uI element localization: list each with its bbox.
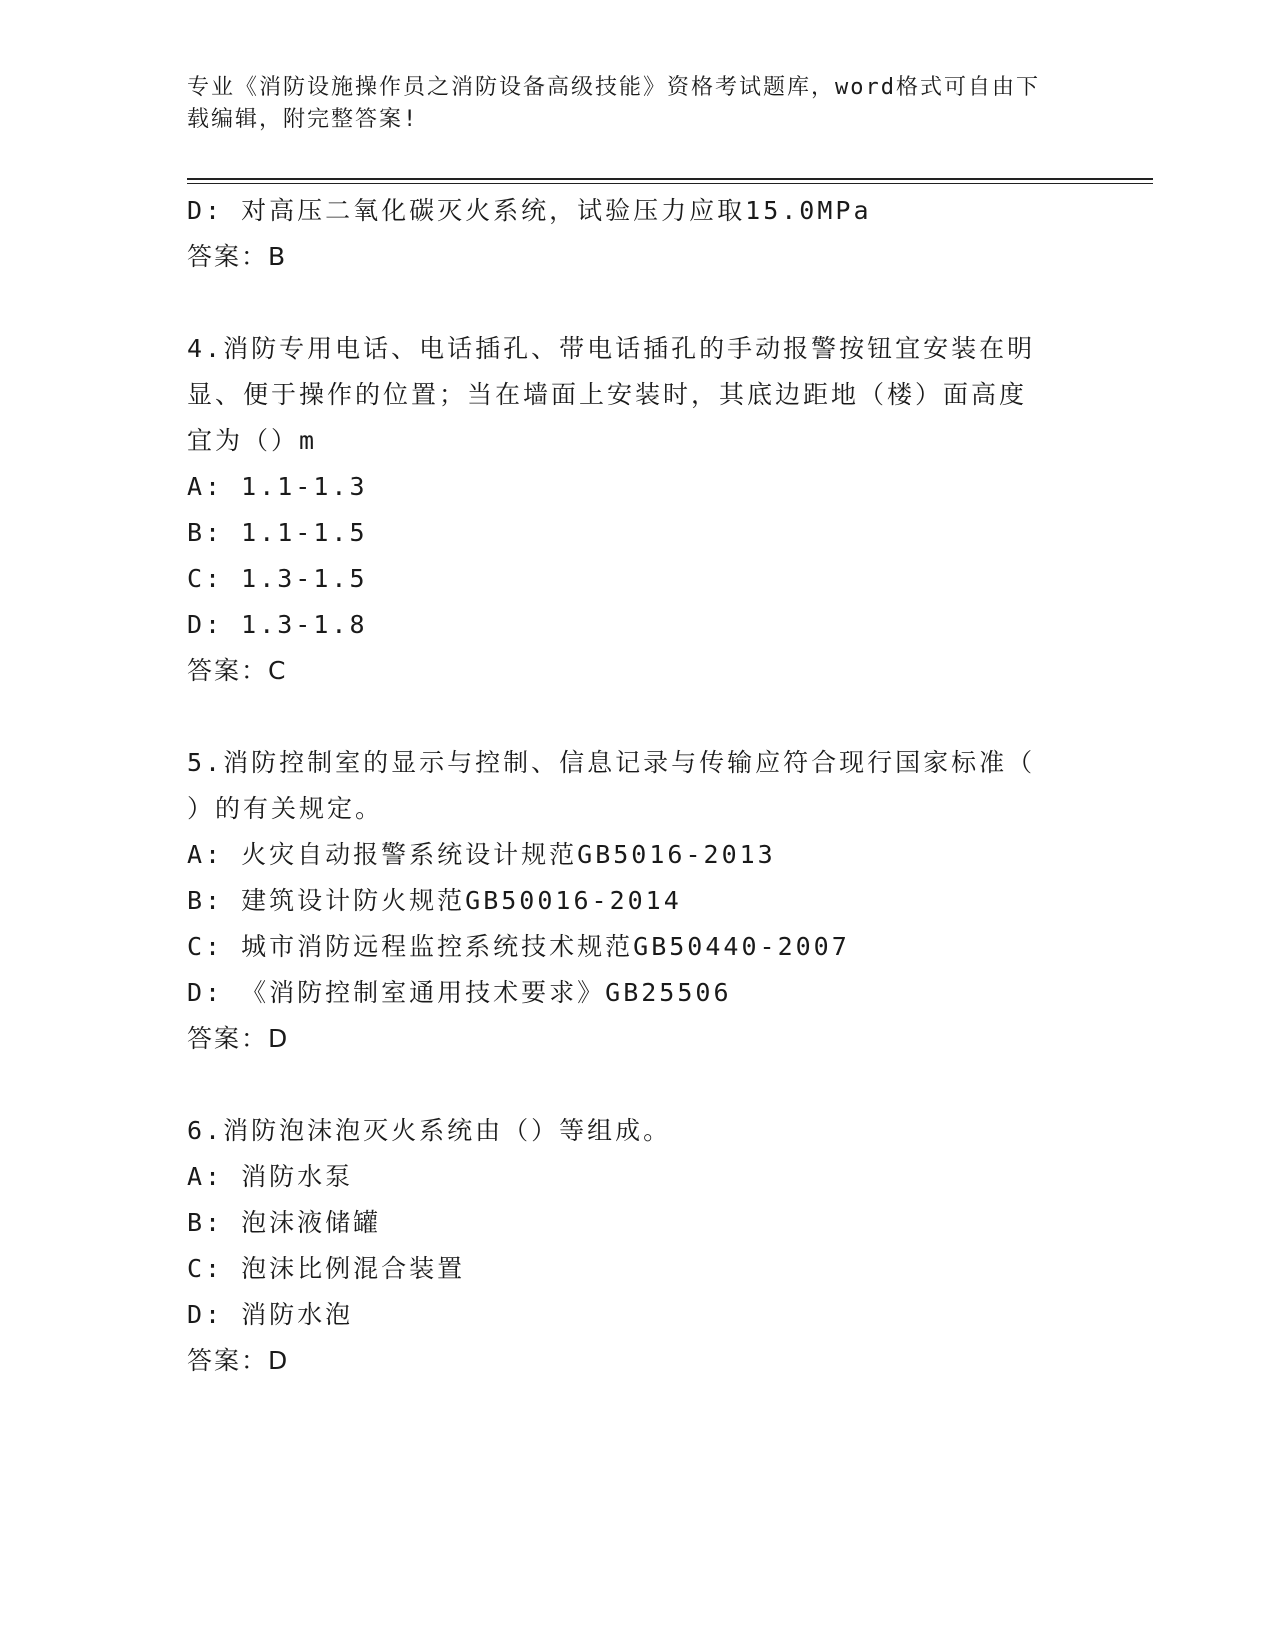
- question-4-answer: 答案：C: [187, 656, 288, 685]
- question-4-option-d: D: 1.3-1.8: [187, 610, 368, 639]
- question-5-option-a: A: 火灾自动报警系统设计规范GB5016-2013: [187, 840, 776, 869]
- question-4-stem-line-3: 宜为（）m: [187, 426, 318, 455]
- question-6-stem-line-1: 6.消防泡沫泡灭火系统由（）等组成。: [187, 1116, 672, 1145]
- question-4-option-c: C: 1.3-1.5: [187, 564, 368, 593]
- spacer: [187, 1062, 1067, 1108]
- question-5: [187, 740, 1067, 1062]
- question-6-option-a: A: 消防水泵: [187, 1162, 354, 1191]
- question-6: [187, 1108, 1067, 1384]
- question-5-stem-line-2: ）的有关规定。: [187, 794, 384, 823]
- header-line-1: 专业《消防设施操作员之消防设备高级技能》资格考试题库，word格式可自由下: [187, 75, 1040, 100]
- question-6-option-b: B: 泡沫液储罐: [187, 1208, 382, 1237]
- question-4-stem-line-2: 显、便于操作的位置；当在墙面上安装时，其底边距地（楼）面高度: [187, 380, 1028, 409]
- question-6-option-d: D: 消防水泡: [187, 1300, 354, 1329]
- header-divider-thin: [187, 183, 1153, 184]
- question-6-answer: 答案：D: [187, 1346, 290, 1375]
- header-line-2: 载编辑，附完整答案!: [187, 107, 419, 132]
- question-4-option-a: A: 1.1-1.3: [187, 472, 368, 501]
- question-4-option-b: B: 1.1-1.5: [187, 518, 368, 547]
- question-5-option-b: B: 建筑设计防火规范GB50016-2014: [187, 886, 682, 915]
- spacer: [187, 694, 1067, 740]
- header-divider-thick: [187, 178, 1153, 180]
- question-4-stem-line-1: 4.消防专用电话、电话插孔、带电话插孔的手动报警按钮宜安装在明: [187, 334, 1036, 363]
- question-4: [187, 326, 1067, 694]
- answer-carryover: 答案：B: [187, 242, 288, 271]
- question-5-answer: 答案：D: [187, 1024, 290, 1053]
- option-d-carryover: D: 对高压二氧化碳灭火系统，试验压力应取15.0MPa: [187, 196, 872, 225]
- document-header: [187, 72, 1067, 136]
- question-6-option-c: C: 泡沫比例混合装置: [187, 1254, 466, 1283]
- question-5-option-d: D: 《消防控制室通用技术要求》GB25506: [187, 978, 732, 1007]
- question-5-stem-line-1: 5.消防控制室的显示与控制、信息记录与传输应符合现行国家标准（: [187, 748, 1036, 777]
- question-5-option-c: C: 城市消防远程监控系统技术规范GB50440-2007: [187, 932, 850, 961]
- question-list: [187, 188, 1067, 1384]
- spacer: [187, 280, 1067, 326]
